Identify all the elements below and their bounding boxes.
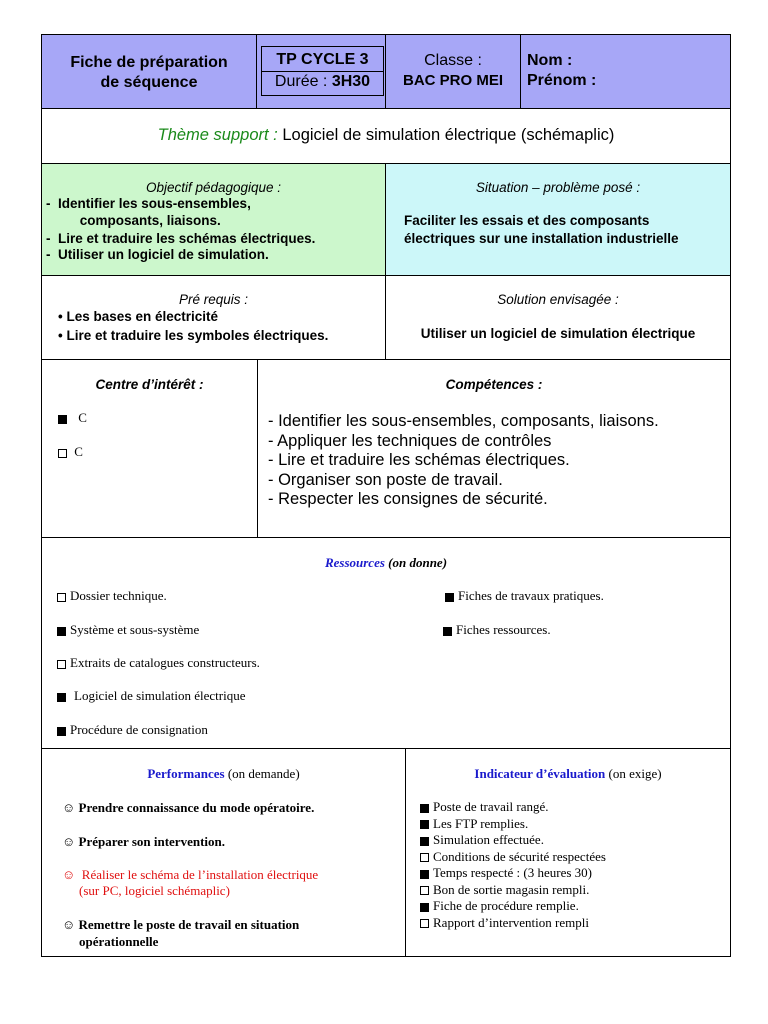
ressources-subtitle: (on donne) [388, 555, 448, 570]
ressource-item [57, 622, 199, 638]
ressource-label: Fiches de travaux pratiques. [458, 588, 604, 603]
performance-item: opérationnelle [79, 934, 159, 949]
performance-item: (sur PC, logiciel schémaplic) [79, 883, 230, 898]
indicateur-label: Fiche de procédure remplie. [433, 898, 579, 913]
indicateur-item [420, 882, 606, 899]
checkbox-checked-icon [420, 837, 429, 846]
duree-value: 3H30 [331, 73, 371, 90]
ressource-item [443, 622, 551, 638]
competence-item: - Lire et traduire les schémas électriques. [268, 451, 570, 469]
checkbox-checked-icon [443, 627, 452, 636]
checkbox-checked-icon [57, 627, 66, 636]
checkbox-checked-icon [420, 820, 429, 829]
checkbox-checked-icon [57, 693, 66, 702]
ressource-item [57, 722, 208, 738]
indicateur-label: Bon de sortie magasin rempli. [433, 881, 590, 897]
indicateur-title [406, 766, 730, 782]
centre-item [58, 410, 87, 426]
checkbox-checked-icon [420, 804, 429, 813]
ressource-item [445, 588, 604, 604]
centre-item-label: C [74, 444, 83, 459]
theme-support [42, 126, 730, 145]
ressources-title-label: Ressources [324, 555, 385, 570]
tp-cycle: TP CYCLE 3 [276, 51, 369, 68]
situation-title: Situation – problème posé : [475, 180, 641, 195]
performance-item: ☺ Prendre connaissance du mode opératoire. [62, 800, 315, 815]
competence-item: - Respecter les consignes de sécurité. [268, 490, 548, 508]
performances-subtitle: (on demande) [227, 766, 300, 781]
divider [520, 34, 521, 108]
divider [41, 748, 731, 749]
ressource-item [57, 588, 167, 604]
indicateur-item [420, 865, 606, 882]
fiche-title [42, 53, 256, 93]
ressource-label: Extraits de catalogues constructeurs. [70, 655, 260, 670]
prerequis-title: Pré requis : [178, 292, 249, 307]
ressource-label: Dossier technique. [70, 588, 167, 603]
centre-title: Centre d’intérêt : [95, 377, 204, 392]
checkbox-empty-icon [57, 660, 66, 669]
performance-item: ☺ Remettre le poste de travail en situation [62, 917, 300, 932]
theme-value: Logiciel de simulation électrique (schémaplic) [282, 126, 615, 144]
ressource-label: Logiciel de simulation électrique [74, 688, 246, 703]
objectif-item: composants, liaisons. [46, 213, 221, 228]
checkbox-checked-icon [445, 593, 454, 602]
checkbox-checked-icon [420, 870, 429, 879]
performances-title [42, 766, 405, 782]
situation-line2: électriques sur une installation industrielle [404, 231, 679, 246]
fiche-title-line2: de séquence [100, 74, 198, 91]
performances-title-label: Performances [147, 766, 225, 781]
checkbox-checked-icon [58, 415, 67, 424]
divider [41, 359, 731, 360]
indicateur-label: Simulation effectuée. [433, 832, 544, 847]
divider [41, 537, 731, 538]
competence-item: - Identifier les sous-ensembles, composants, liaisons. [268, 412, 659, 430]
divider [385, 34, 386, 108]
fiche-title-line1: Fiche de préparation [70, 54, 228, 71]
competences-title: Compétences : [445, 377, 543, 392]
checkbox-empty-icon [420, 886, 429, 895]
indicateur-item [420, 915, 606, 932]
ressource-label: Procédure de consignation [70, 722, 208, 737]
performance-item: ☺ Préparer son intervention. [62, 834, 225, 849]
performance-item: ☺ Réaliser le schéma de l’installation électrique [62, 867, 319, 882]
divider [41, 108, 731, 109]
indicateur-item [420, 816, 606, 833]
indicateur-item [420, 799, 606, 816]
indicateur-label: Rapport d’intervention rempli [433, 914, 589, 930]
competences-list [268, 412, 659, 510]
ressource-label: Fiches ressources. [456, 622, 551, 637]
indicateur-label: Les FTP remplies. [433, 815, 529, 831]
solution-text: Utiliser un logiciel de simulation électrique [420, 326, 696, 341]
checkbox-empty-icon [58, 449, 67, 458]
ressources-title [42, 555, 730, 571]
objectif-item: - Identifier les sous-ensembles, [46, 196, 251, 211]
nom-label: Nom : [527, 52, 573, 69]
objectif-title: Objectif pédagogique : [145, 180, 282, 195]
competence-item: - Appliquer les techniques de contrôles [268, 431, 552, 450]
indicateur-title-label: Indicateur d’évaluation [474, 766, 606, 781]
classe-label: Classe : [424, 52, 482, 69]
indicateur-item [420, 898, 606, 915]
centre-item [58, 444, 83, 460]
divider [256, 34, 257, 108]
checkbox-checked-icon [57, 727, 66, 736]
checkbox-empty-icon [420, 853, 429, 862]
divider [41, 275, 731, 276]
duree-label: Durée : [274, 73, 328, 90]
ressource-label: Système et sous-système [70, 622, 200, 637]
prerequis-item: • Les bases en électricité [58, 309, 219, 324]
indicateur-list [420, 799, 606, 931]
ressource-item [57, 688, 245, 704]
solution-title: Solution envisagée : [497, 292, 619, 307]
indicateur-subtitle: (on exige) [608, 766, 662, 781]
classe-value: BAC PRO MEI [402, 72, 503, 89]
indicateur-item [420, 849, 606, 866]
checkbox-empty-icon [420, 919, 429, 928]
indicateur-label: Conditions de sécurité respectées [433, 848, 606, 864]
duree [261, 73, 384, 91]
checkbox-empty-icon [57, 593, 66, 602]
objectif-item: - Lire et traduire les schémas électriques. [46, 231, 316, 246]
ressource-item [57, 655, 260, 671]
prerequis-item: • Lire et traduire les symboles électriques. [58, 328, 329, 343]
prenom-label: Prénom : [527, 72, 597, 89]
indicateur-label: Temps respecté : (3 heures 30) [433, 865, 593, 880]
situation-line1: Faciliter les essais et des composants [404, 213, 650, 228]
competence-item: - Organiser son poste de travail. [268, 470, 503, 489]
checkbox-checked-icon [420, 903, 429, 912]
theme-label: Thème support : [157, 126, 278, 144]
centre-item-label: C [78, 410, 87, 425]
indicateur-item [420, 832, 606, 849]
indicateur-label: Poste de travail rangé. [433, 799, 549, 814]
divider [41, 163, 731, 164]
objectif-item: - Utiliser un logiciel de simulation. [46, 247, 269, 262]
